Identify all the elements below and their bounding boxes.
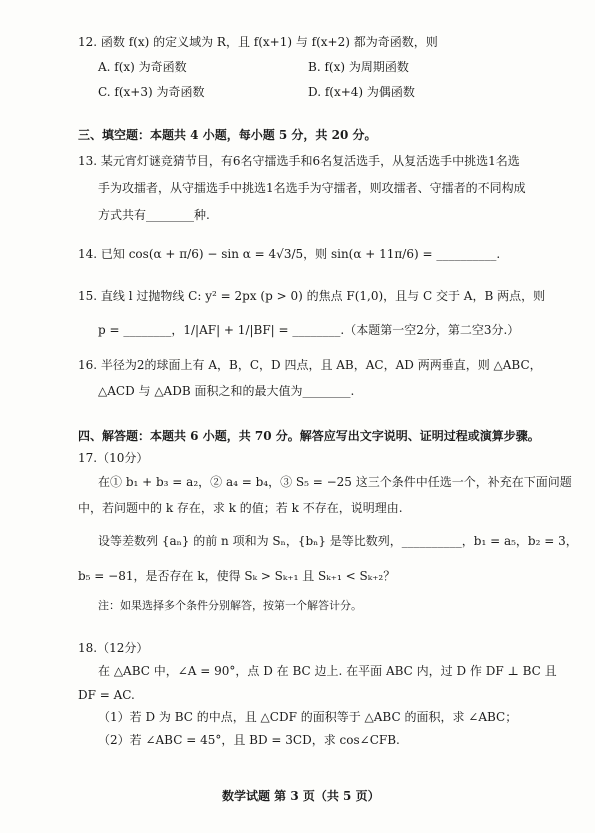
page-footer: 数学试题 第 3 页（共 5 页） xyxy=(222,789,380,803)
q18-line2: DF = AC. xyxy=(78,688,135,702)
q14-text: 14. 已知 cos(α + π/6) − sin α = 4√3/5，则 sin(α + 11π/6) = __________. xyxy=(78,247,501,261)
q13-line3: 方式共有________种. xyxy=(98,208,210,222)
section4-header: 四、解答题：本题共 6 小题，共 70 分。解答应写出文字说明、证明过程或演算步骤。 xyxy=(78,429,540,443)
q18-part2: （2）若 ∠ABC = 45°，且 BD = 3CD，求 cos∠CFB. xyxy=(98,733,400,747)
q17-title: 17.（10分） xyxy=(78,451,149,465)
q17-line1: 在① b₁ + b₃ = a₂，② a₄ = b₄，③ S₅ = −25 这三个条件中任选一个，补充在下面问题 xyxy=(98,475,572,489)
q17-note: 注：如果选择多个条件分别解答，按第一个解答计分。 xyxy=(98,599,362,612)
q17-line3: 设等差数列 {aₙ} 的前 n 项和为 Sₙ，{bₙ} 是等比数列，__________，b₁ = a₅，b₂ = 3， xyxy=(98,534,578,548)
q12-option-c: C. f(x+3) 为奇函数 xyxy=(98,85,205,99)
q13-line1: 13. 某元宵灯谜竞猜节目，有6名守擂选手和6名复活选手，从复活选手中挑选1名选 xyxy=(78,154,520,168)
q16-line1: 16. 半径为2的球面上有 A，B，C，D 四点，且 AB，AC，AD 两两垂直，则 △ABC， xyxy=(78,358,542,372)
q12-option-b: B. f(x) 为周期函数 xyxy=(308,60,409,74)
q18-title: 18.（12分） xyxy=(78,641,149,655)
q17-line4: b₅ = −81，是否存在 k，使得 Sₖ > Sₖ₊₁ 且 Sₖ₊₁ < Sₖ₊₂？ xyxy=(78,569,396,583)
q18-line1: 在 △ABC 中，∠A = 90°，点 D 在 BC 边上. 在平面 ABC 内，过 D 作 DF ⊥ BC 且 xyxy=(98,664,557,678)
q12-stem: 12. 函数 f(x) 的定义域为 R，且 f(x+1) 与 f(x+2) 都为奇函数，则 xyxy=(78,35,438,49)
q17-line2: 中，若问题中的 k 存在，求 k 的值；若 k 不存在，说明理由. xyxy=(78,501,403,515)
q15-line2: p = ________，1/|AF| + 1/|BF| = ________.（本题第一空2分，第二空3分.） xyxy=(98,323,520,337)
q12-option-a: A. f(x) 为奇函数 xyxy=(98,60,187,74)
q12-option-d: D. f(x+4) 为偶函数 xyxy=(308,85,415,99)
q15-line1: 15. 直线 l 过抛物线 C: y² = 2px (p > 0) 的焦点 F(1,0)，且与 C 交于 A，B 两点，则 xyxy=(78,289,546,303)
section3-header: 三、填空题：本题共 4 小题，每小题 5 分，共 20 分。 xyxy=(78,128,377,142)
q18-part1: （1）若 D 为 BC 的中点，且 △CDF 的面积等于 △ABC 的面积，求 ∠ABC； xyxy=(98,710,518,724)
q16-line2: △ACD 与 △ADB 面积之和的最大值为________. xyxy=(98,384,355,398)
q13-line2: 手为攻擂者，从守擂选手中挑选1名选手为守擂者，则攻擂者、守擂者的不同构成 xyxy=(98,181,526,195)
